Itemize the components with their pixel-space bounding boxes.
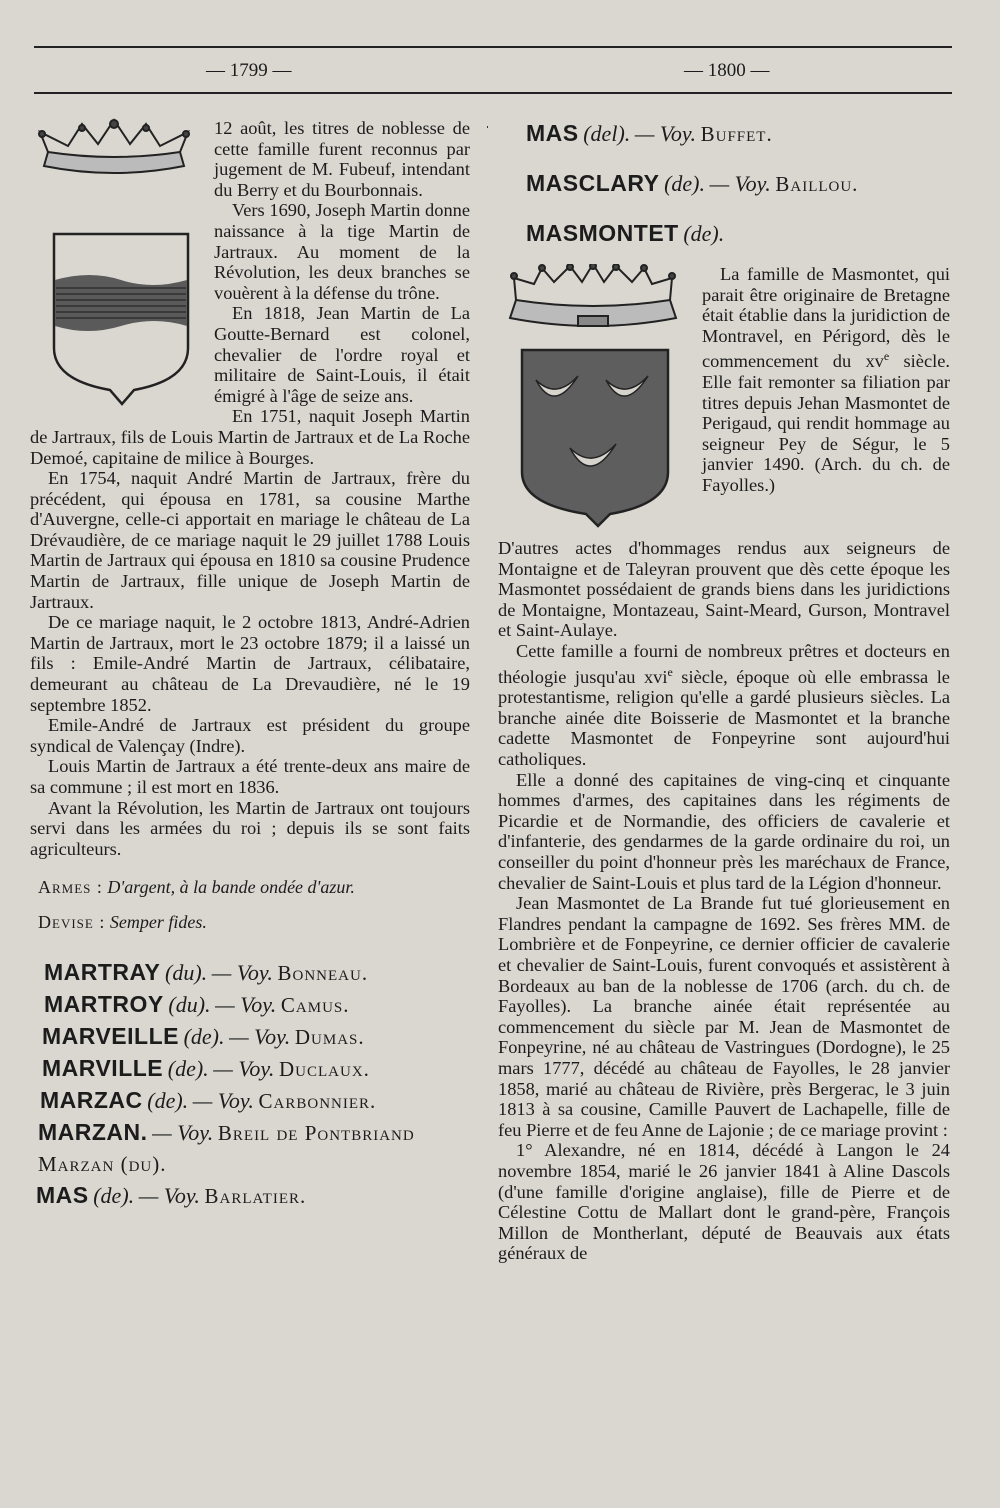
paragraph: Emile-André de Jartraux est président du groupe syndical de Valençay (Indre). xyxy=(30,715,470,756)
paragraph: Avant la Révolution, les Martin de Jartraux ont toujours servi dans les armées du roi ; depuis ils se sont faits agriculteurs. xyxy=(30,797,470,859)
paragraph: De ce mariage naquit, le 2 octobre 1813, André-Adrien Martin de Jartraux, mort le 23 octobre 1879; il a laissé un fils : Emile-André Martin de Jartraux, célibataire, demeurant au château de La Drevaudière, né le 19 septembre 1852. xyxy=(30,612,470,715)
coat-of-arms-masmontet xyxy=(498,264,688,534)
paragraph: En 1818, Jean Martin de La Goutte-Bernard est colonel, chevalier de l'ordre royal et militaire de Saint-Louis, il était émigré à l'âge de seize ans. xyxy=(214,303,470,406)
entry-masclary: MASCLARY (de). — Voy. Baillou. xyxy=(526,170,859,196)
armes-label: Armes : xyxy=(38,877,103,898)
entry-marzan: MARZAN. — Voy. Breil de Pontbriand Marzan (du). xyxy=(38,1118,415,1176)
entry-martroy: MARTROY (du). — Voy. Camus. xyxy=(44,990,350,1017)
top-rule xyxy=(34,46,952,48)
right-page-number: — 1800 — xyxy=(684,60,770,81)
paragraph: En 1754, naquit André Martin de Jartraux, frère du précédent, qui épousa en 1781, sa cousine Marthe d'Auvergne, celle-ci apportait en mariage le château de La Drévaudière, de ce mariage naquit le 29 juillet 1788 Louis Martin de Jartraux qui épousa en 1810 sa cousine Prudence Martin de Jartraux, fille unique de Joseph Martin de Jartraux. xyxy=(30,468,470,612)
column-divider xyxy=(487,126,488,128)
coat-of-arms-jartraux xyxy=(30,118,198,414)
paragraph: 12 août, les titres de noblesse de cette famille furent reconnus par jugement de M. Fubeuf, intendant du Berry et du Bourbonnais. xyxy=(214,118,470,200)
crown-and-crescents-icon xyxy=(498,264,688,534)
paragraph: En 1751, naquit Joseph Martin de Jartraux, fils de Louis Martin de Jartraux et de La Roche Demoé, capitaine de milice à Bourges. xyxy=(30,406,470,468)
crown-and-shield-icon xyxy=(30,118,198,414)
paragraph: Cette famille a fourni de nombreux prêtres et docteurs en théologie jusqu'au xvi$^e$ siècle, époque où elle embrassa le protestantisme, religion qu'elle a gardé plusieurs siècles. La branche ainée dite Boisserie de Masmontet et la branche cadette Masmontet de Fonpeyrine sont aujourd'hui catholiques. xyxy=(498,640,950,770)
armes-value: D'argent, à la bande ondée d'azur. xyxy=(107,877,355,898)
masmontet-heading: MASMONTET (de). xyxy=(526,220,725,246)
entry-marville: MARVILLE (de). — Voy. Duclaux. xyxy=(42,1054,370,1081)
devise-line xyxy=(38,912,470,933)
masmontet-intro: La famille de Masmontet, qui parait être originaire de Bretagne était établie dans la juridiction de Montravel, en Périgord, dès le commencement du $xv^e$ siècle. Elle fait remonter sa filiation par titres depuis Jehan Masmontet de Perigaud, qui rendit hommage au seigneur Pey de Ségur, le 5 janvier 1490. (Arch. du ch. de Fayolles.) xyxy=(702,264,950,496)
entry-marzac: MARZAC (de). — Voy. Carbonnier. xyxy=(40,1086,377,1113)
paragraph: Louis Martin de Jartraux a été trente-deux ans maire de sa commune ; il est mort en 1836. xyxy=(30,756,470,797)
entry-mas-del: MAS (del). — Voy. Buffet. xyxy=(526,120,773,146)
right-column xyxy=(498,118,950,1264)
devise-label: Devise : xyxy=(38,911,106,932)
header-rule xyxy=(34,92,952,94)
left-page-number: — 1799 — xyxy=(206,60,292,81)
paragraph: Elle a donné des capitaines de ving-cinq et cinquante hommes d'armes, des capitaines dans les régiments de Picardie et de Normandie, des officiers de cavalerie et d'infanterie, des gendarmes de la garde ordinaire du roi, un conseiller du point d'honneur près les maréchaux de France, chevalier de Saint-Louis et plus tard de la Légion d'honneur. xyxy=(498,769,950,893)
paragraph: 1° Alexandre, né en 1814, décédé à Langon le 24 novembre 1854, marié le 26 janvier 1841 à Aline Dascols (d'une famille d'origine anglaise), fille de Pierre et de Célestine Cottu de Mallart dont le grand-père, François Millon de Montherlant, député de Beauvais aux états généraux de xyxy=(498,1140,950,1264)
entry-mas-de: MAS (de). — Voy. Barlatier. xyxy=(36,1181,307,1208)
left-column xyxy=(30,118,470,1212)
paragraph: Vers 1690, Joseph Martin donne naissance à la tige Martin de Jartraux. Au moment de la Révolution, les deux branches se vouèrent à la défense du trône. xyxy=(214,200,470,303)
paragraph: D'autres actes d'hommages rendus aux seigneurs de Montaigne et de Taleyran prouvent que dès cette époque les Masmontet possédaient de grands biens dans les juridictions de Montaigne, Montazeau, Saint-Meard, Gurson, Montravel et Saint-Aulaye. xyxy=(498,538,950,641)
entry-marveille: MARVEILLE (de). — Voy. Dumas. xyxy=(42,1022,365,1049)
armes-line xyxy=(38,877,470,898)
devise-value: Semper fides. xyxy=(109,911,207,932)
entry-martray: MARTRAY (du). — Voy. Bonneau. xyxy=(44,958,369,985)
paragraph: Jean Masmontet de La Brande fut tué glorieusement en Flandres pendant la campagne de 1692. Ses frères MM. de Lombrière et de Fonpeyrine, ce dernier officier de cavalerie et chevalier de Saint-Louis, furent convoqués et assistèrent à Bordeaux au ban de la noblesse de 1706 (arch. du ch. de Fayolles). La branche ainée était représentée au commencement du siècle par M. Jean de Masmontet de Fonpeyrine, né au château de Vastringues (Dordogne), le 25 mars 1777, décédé au château de Fayolles, le 28 janvier 1858, marié au château de Rivière, près Bergerac, le 3 juin 1813 à sa cousine, Camille Pauvert de Lachapelle, fille de feu Pierre et de feu Anne de Lajonie ; de ce mariage provint : xyxy=(498,893,950,1140)
